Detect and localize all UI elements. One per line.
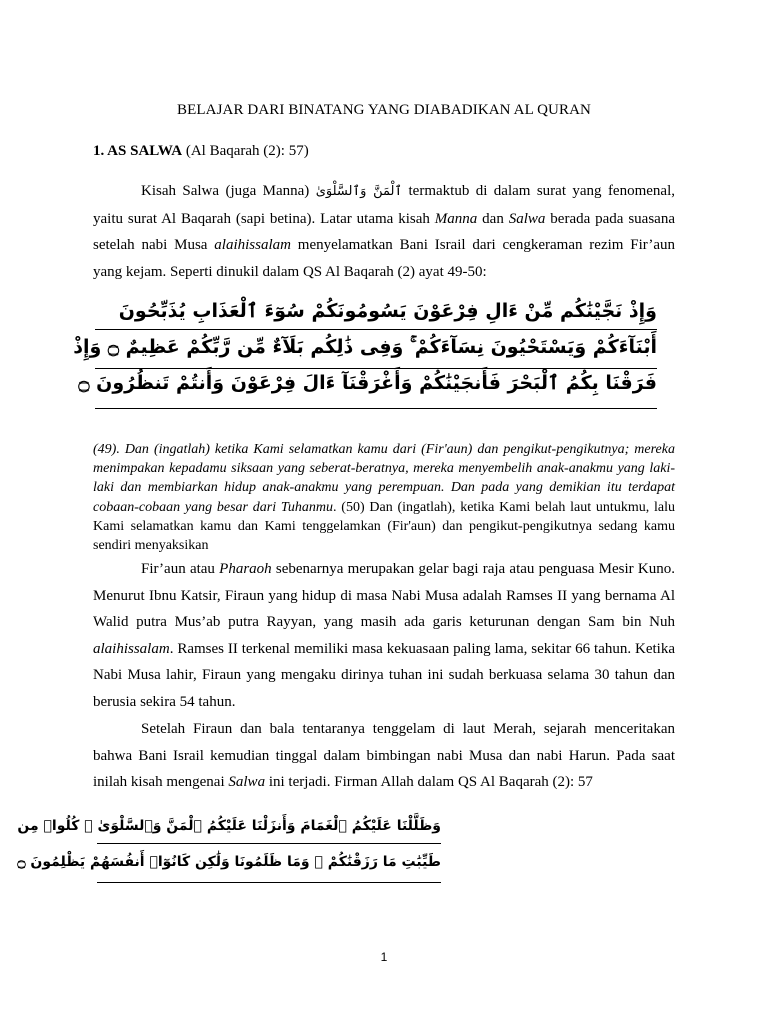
text-run: termaktub di dalam surat yang fenomenal, yaitu surat Al Baqarah (sapi betina). Latar utama kisah — [93, 183, 675, 227]
paragraph-firaun — [93, 556, 675, 715]
section-heading — [93, 143, 309, 160]
paragraph-salwa — [93, 716, 675, 796]
italic-term-pharaoh: Pharaoh — [219, 561, 272, 577]
italic-term-alaihissalam: alaihissalam — [214, 237, 291, 253]
verse-rule — [95, 329, 657, 330]
verse-translation — [93, 440, 675, 555]
verse-rule — [97, 843, 441, 844]
text-run: berada pada suasana setelah nabi Musa — [93, 210, 675, 253]
verse-rule — [95, 368, 657, 369]
text-run: dan — [477, 210, 509, 227]
quran-verse-49-50 — [73, 296, 657, 416]
verse-line: وَإِذْ نَجَّيْنَٰكُم مِّنْ ءَالِ فِرْعَوْنَ يَسُومُونَكُمْ سُوٓءَ ٱلْعَذَابِ يُذَبِّحُونَ — [118, 300, 657, 322]
italic-term-salwa: Salwa — [228, 774, 266, 790]
translation-normal: . (50) Dan (ingatlah), ketika Kami belah laut untukmu, lalu Kami selamatkan kamu dan Kami tenggelamkan (Fir'aun) dan pengikut-pengikutnya sedang kamu sendiri menyaksikan — [93, 499, 675, 554]
italic-term-manna: Manna — [434, 210, 478, 227]
text-run: Setelah Firaun dan bala tentaranya tenggelam di laut Merah, sejarah menceritakan bahwa Bani Israil kemudian tinggal dalam bimbingan nabi Musa dan nabi Harun. Pada saat inilah kisah mengenai — [93, 721, 675, 790]
text-run: menyelamatkan Bani Israil dari cengkeraman rezim Fir’aun yang kejam. Seperti dinukil dalam QS Al Baqarah (2) ayat 49-50: — [93, 237, 675, 280]
section-reference: (Al Baqarah (2): 57) — [185, 143, 309, 159]
verse-line: وَظَلَّلْنَا عَلَيْكُمُ ٱلْغَمَامَ وَأَنزَلْنَا عَلَيْكُمُ ٱلْمَنَّ وَٱلسَّلْوَىٰ ۖ كُلُوا۟ مِن — [17, 818, 441, 834]
text-run: sebenarnya merupakan gelar bagi raja atau penguasa Mesir Kuno. Menurut Ibnu Katsir, Firaun yang hidup di masa Nabi Musa adalah Ramses II yang bernama Al Walid putra Mus’ab putra Rayyan, yang masih ada garis keturunan dengan Sam bin Nuh — [93, 561, 675, 630]
section-number-title: 1. AS SALWA — [93, 143, 183, 159]
text-run: ini terjadi. Firman Allah dalam QS Al Baqarah (2): 57 — [265, 774, 593, 790]
text-run: Fir’aun atau — [141, 561, 220, 577]
text-run: Kisah Salwa (juga Manna) — [141, 183, 316, 199]
page-number: 1 — [380, 950, 388, 964]
verse-line: أَبْنَآءَكُمْ وَيَسْتَحْيُونَ نِسَآءَكُمْ ۚ وَفِى ذَٰلِكُم بَلَآءٌ مِّن رَّبِّكُمْ عَظِيمٌ ۝ وَإِذْ — [73, 336, 657, 358]
italic-term-alaihissalam: alaihissalam — [93, 640, 170, 657]
page-title: BELAJAR DARI BINATANG YANG DIABADIKAN AL QURAN — [177, 102, 591, 118]
verse-rule — [95, 408, 657, 409]
verse-line: طَيِّبَٰتِ مَا رَزَقْنَٰكُمْ ۖ وَمَا ظَلَمُونَا وَلَٰكِن كَانُوٓا۟ أَنفُسَهُمْ يَظْلِمُونَ ۝ — [17, 854, 441, 870]
text-run: . Ramses II terkenal memiliki masa kekuasaan paling lama, sekitar 66 tahun. Ketika Nabi Musa lahir, Firaun yang mengaku dirinya tuhan ini sudah berkuasa selama 30 tahun dan berusia sekira 54 tahun. — [93, 640, 675, 710]
verse-line: فَرَقْنَا بِكُمُ ٱلْبَحْرَ فَأَنجَيْنَٰكُمْ وَأَغْرَقْنَآ ءَالَ فِرْعَوْنَ وَأَنتُمْ تَنظُرُونَ ۝ — [78, 372, 657, 394]
translation-italic: (49). Dan (ingatlah) ketika Kami selamatkan kamu dari (Fir'aun) dan pengikut-pengikutnya; mereka menimpakan kepadamu siksaan yang seberat-beratnya, mereka menyembelih anak-anakmu yang laki-laki dan membiarkan hidup anak-anakmu yang perempuan. Dan pada yang demikian itu terdapat cobaan-cobaan yang besar dari Tuhanmu — [93, 442, 675, 515]
arabic-inline-term: ٱلْمَنَّ وَٱلسَّلْوَىٰ — [315, 184, 403, 199]
verse-rule — [97, 882, 441, 883]
paragraph-intro — [93, 178, 675, 285]
italic-term-salwa: Salwa — [508, 210, 546, 227]
quran-verse-57 — [17, 812, 441, 888]
